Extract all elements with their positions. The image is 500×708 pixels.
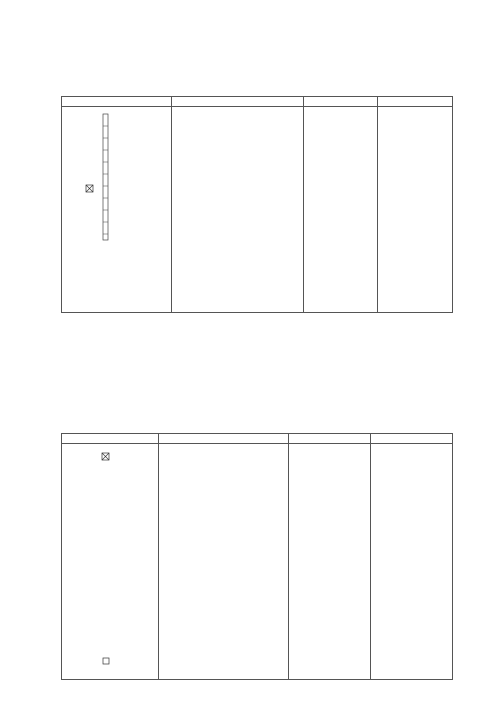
header-rules	[304, 97, 378, 107]
column-formation-diagram	[61, 443, 158, 679]
rules-cell	[289, 444, 371, 680]
header-omu	[378, 97, 453, 107]
header-formation	[62, 434, 159, 444]
wall-rungs	[103, 126, 108, 234]
wall-formation-diagram	[61, 106, 171, 312]
header-omu	[371, 434, 453, 444]
content-cell	[159, 444, 289, 680]
content-cell	[172, 107, 304, 313]
header-formation	[62, 97, 172, 107]
header-rules	[289, 434, 371, 444]
gymnastic-wall-icon	[103, 114, 108, 240]
header-content	[172, 97, 304, 107]
teacher-icon	[102, 453, 109, 460]
header-content	[159, 434, 289, 444]
teacher-icon	[86, 185, 93, 192]
square-marker-icon	[103, 658, 109, 664]
omu-cell	[378, 107, 453, 313]
omu-cell	[371, 444, 453, 680]
rules-cell	[304, 107, 378, 313]
